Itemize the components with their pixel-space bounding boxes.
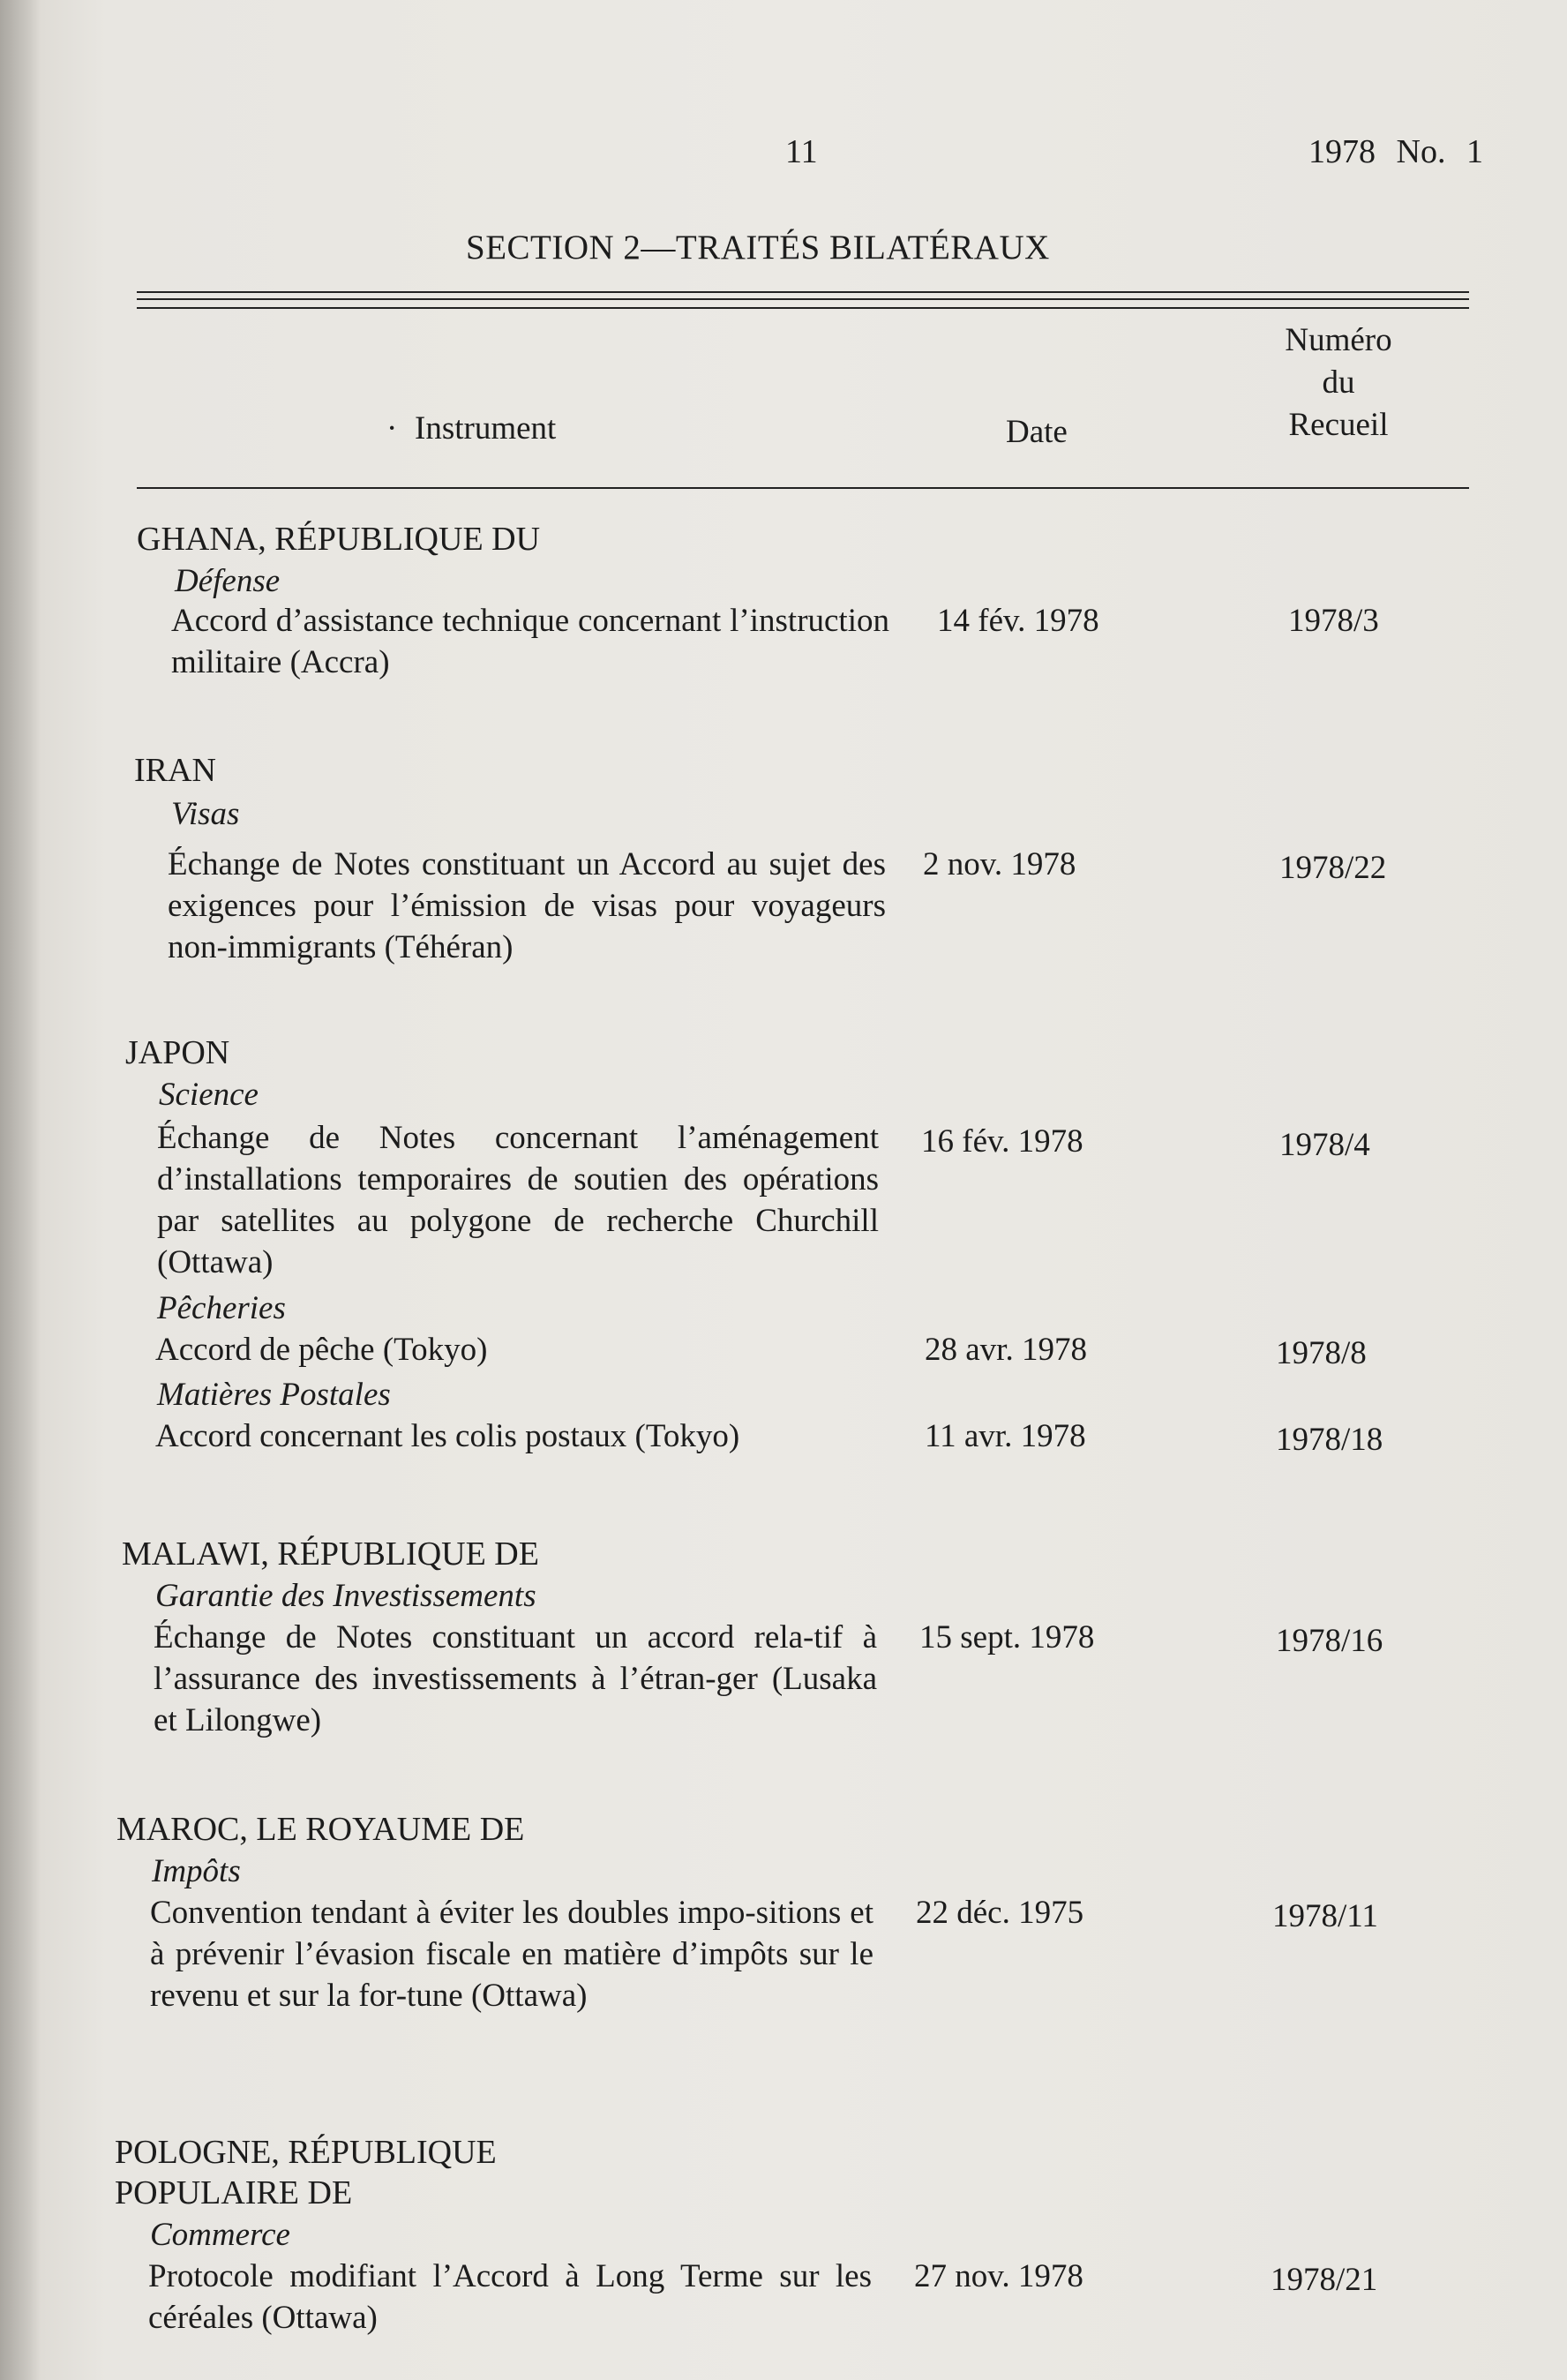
- header-rule-bottom: [137, 487, 1469, 489]
- instrument-text: Protocole modifiant l’Accord à Long Terme sur les céréales (Ottawa): [148, 2258, 872, 2336]
- recueil-number: 1978/18: [1276, 1422, 1383, 1458]
- instrument-text: Convention tendant à éviter les doubles impo-sitions et à prévenir l’évasion fiscale en matière d’impôts sur le revenu et sur la for-tune (Ottawa): [150, 1895, 873, 2014]
- instrument-date: 22 déc. 1975: [916, 1895, 1084, 1931]
- column-header-instrument: [386, 408, 557, 450]
- country-name-continued: POPULAIRE DE: [115, 2174, 353, 2211]
- subject-heading: Impôts: [152, 1853, 241, 1889]
- instrument-date: 27 nov. 1978: [914, 2258, 1083, 2294]
- instrument-text: Accord concernant les colis postaux (Tokyo): [155, 1418, 740, 1454]
- instrument-text: Échange de Notes constituant un accord rela-tif à l’assurance des investissements à l’étran-ger (Lusaka et Lilongwe): [154, 1619, 877, 1738]
- recueil-number: 1978/11: [1272, 1898, 1378, 1934]
- subject-heading: Pêcheries: [157, 1290, 286, 1326]
- instrument-text: Accord de pêche (Tokyo): [155, 1332, 488, 1368]
- instrument-date: 11 avr. 1978: [925, 1418, 1086, 1454]
- recueil-number: 1978/4: [1279, 1127, 1370, 1163]
- recueil-header-line1: Numéro: [1285, 322, 1392, 358]
- country-name: MAROC, LE ROYAUME DE: [116, 1811, 525, 1848]
- instrument-text: Échange de Notes concernant l’aménagement d’installations temporaires de soutien des opérations par satellites au polygone de recherche Churchill (Ottawa): [157, 1120, 879, 1280]
- recueil-header-line2: du: [1322, 364, 1355, 401]
- book-spine-shadow: [0, 0, 41, 2380]
- instrument-date: 16 fév. 1978: [921, 1123, 1083, 1160]
- instrument-date: 14 fév. 1978: [937, 603, 1099, 639]
- section-title: SECTION 2—TRAITÉS BILATÉRAUX: [466, 229, 1050, 267]
- instrument-text: Accord d’assistance technique concernant l’instruction militaire (Accra): [171, 603, 889, 680]
- header-rule-top-2: [137, 298, 1469, 300]
- instrument-text: Échange de Notes constituant un Accord au sujet des exigences pour l’émission de visas pour voyageurs non-immigrants (Téhéran): [168, 846, 886, 965]
- country-name: POLOGNE, RÉPUBLIQUE: [115, 2134, 497, 2171]
- subject-heading: Science: [159, 1077, 259, 1113]
- recueil-number: 1978/3: [1288, 603, 1379, 639]
- instrument-label: Instrument: [415, 410, 557, 447]
- recueil-number: 1978/21: [1271, 2262, 1378, 2298]
- subject-heading: Commerce: [150, 2217, 290, 2253]
- country-name: GHANA, RÉPUBLIQUE DU: [137, 521, 541, 558]
- recueil-header-line3: Recueil: [1288, 407, 1389, 443]
- recueil-number: 1978/8: [1276, 1335, 1367, 1371]
- instrument-date: 15 sept. 1978: [919, 1619, 1095, 1655]
- country-name: JAPON: [125, 1034, 230, 1071]
- column-header-recueil: [1268, 319, 1409, 447]
- subject-heading: Matières Postales: [157, 1377, 391, 1413]
- subject-heading: Garantie des Investissements: [155, 1578, 536, 1614]
- header-rule-top-3: [137, 307, 1469, 309]
- column-header-date: Date: [1006, 414, 1068, 450]
- year-issue: 1978 No. 1: [1308, 133, 1483, 170]
- instrument-date: 2 nov. 1978: [923, 846, 1076, 882]
- subject-heading: Visas: [171, 796, 240, 832]
- instrument-date: 28 avr. 1978: [925, 1332, 1087, 1368]
- recueil-number: 1978/22: [1279, 850, 1387, 886]
- country-name: IRAN: [134, 752, 216, 789]
- instrument-mark: ·: [386, 410, 398, 447]
- subject-heading: Défense: [175, 563, 281, 599]
- page-number: 11: [785, 133, 818, 170]
- header-rule-top-1: [137, 291, 1469, 293]
- recueil-number: 1978/16: [1276, 1623, 1383, 1659]
- country-name: MALAWI, RÉPUBLIQUE DE: [122, 1535, 539, 1573]
